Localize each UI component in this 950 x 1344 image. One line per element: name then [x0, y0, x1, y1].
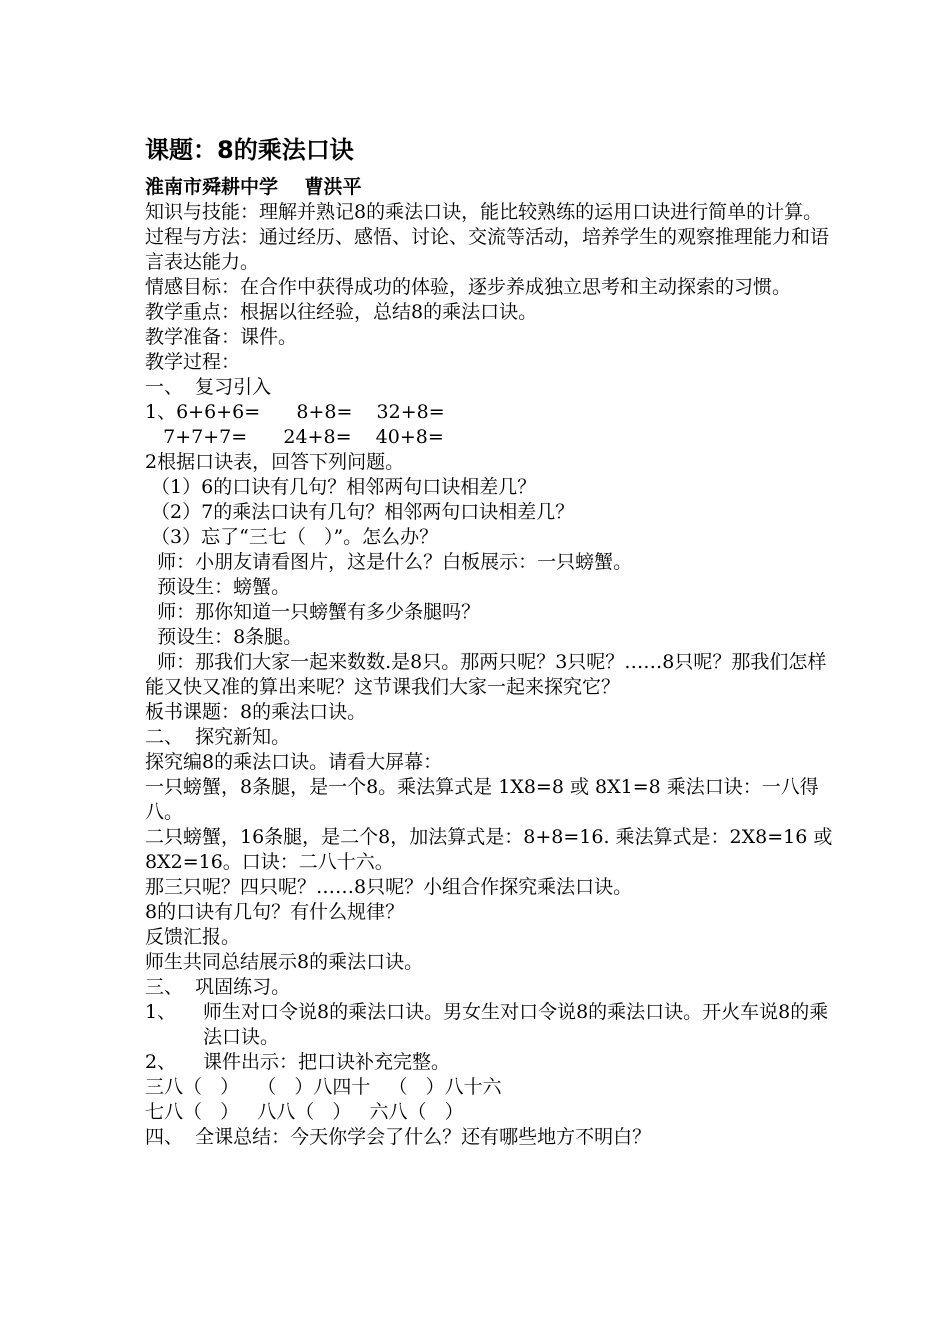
review-line: 师：小朋友请看图片，这是什么？白板展示：一只螃蟹。 — [145, 551, 633, 573]
teaching-process-label: 教学过程： — [145, 351, 241, 373]
objective-knowledge: 知识与技能：理解并熟记8的乘法口诀，能比较熟练的运用口诀进行简单的计算。 — [145, 201, 823, 223]
review-paragraph: 师：那我们大家一起来数数.是8只。那两只呢？3只呢？……8只呢？那我们怎样能又快又准的算出来呢？这节课我们大家一起来探究它？ — [145, 651, 827, 698]
board-title-line: 板书课题：8的乘法口诀。 — [145, 701, 367, 723]
practice-item-number: 2、 — [145, 1051, 177, 1073]
review-line: 预设生：8条腿。 — [145, 626, 303, 648]
fill-in-line: 三八（ ） （ ）八四十 （ ）八十六 — [145, 1076, 502, 1098]
section-practice-heading: 三、 巩固练习。 — [145, 976, 291, 998]
practice-item-text: 师生对口令说8的乘法口诀。男女生对口令说8的乘法口诀。开火车说8的乘法口诀。 — [203, 1001, 829, 1048]
explore-line: 探究编8的乘法口诀。请看大屏幕： — [145, 751, 443, 773]
review-line: （1）6的口诀有几句？相邻两句口诀相差几？ — [145, 476, 537, 498]
teaching-focus: 教学重点：根据以往经验，总结8的乘法口诀。 — [145, 301, 538, 323]
review-line: 1、6+6+6= 8+8= 32+8= — [145, 401, 445, 423]
section-review-heading: 一、 复习引入 — [145, 376, 272, 398]
lesson-plan-page — [145, 133, 835, 1150]
review-line: 7+7+7= 24+8= 40+8= — [145, 426, 444, 448]
explore-line: 二只螃蟹，16条腿，是二个8，加法算式是：8+8=16. 乘法算式是：2X8=16 或 8X2=16。口诀：二八十六。 — [145, 826, 833, 873]
objective-emotion: 情感目标：在合作中获得成功的体验，逐步养成独立思考和主动探索的习惯。 — [145, 276, 792, 298]
review-line: （2）7的乘法口诀有几句？相邻两句口诀相差几？ — [145, 501, 575, 523]
author-line: 淮南市舜耕中学 曹洪平 — [145, 176, 362, 198]
practice-item — [145, 1000, 835, 1050]
explore-line: 反馈汇报。 — [145, 926, 241, 948]
explore-line: 8的口诀有几句？有什么规律？ — [145, 901, 405, 923]
objective-process: 过程与方法：通过经历、感悟、讨论、交流等活动，培养学生的观察推理能力和语言表达能力。 — [145, 226, 830, 273]
practice-item — [145, 1050, 835, 1075]
explore-line: 那三只呢？四只呢？……8只呢？小组合作探究乘法口诀。 — [145, 876, 633, 898]
document-title: 课题：8的乘法口诀 — [145, 136, 354, 164]
section-summary-heading: 四、 全课总结：今天你学会了什么？还有哪些地方不明白？ — [145, 1126, 652, 1148]
explore-line: 师生共同总结展示8的乘法口诀。 — [145, 951, 424, 973]
explore-line: 一只螃蟹，8条腿，是一个8。乘法算式是 1X8=8 或 8X1=8 乘法口诀：一八得八。 — [145, 776, 819, 823]
review-line: （3）忘了“三七（ ）”。怎么办？ — [145, 526, 439, 548]
section-explore-heading: 二、 探究新知。 — [145, 726, 291, 748]
teaching-preparation: 教学准备：课件。 — [145, 326, 298, 348]
fill-in-line: 七八（ ） 八八（ ） 六八（ ） — [145, 1101, 464, 1123]
practice-item-number: 1、 — [145, 1001, 177, 1023]
review-line: 预设生：螃蟹。 — [145, 576, 291, 598]
review-line: 师：那你知道一只螃蟹有多少条腿吗？ — [145, 601, 481, 623]
practice-item-text: 课件出示：把口诀补充完整。 — [203, 1051, 451, 1073]
review-line: 2根据口诀表，回答下列问题。 — [145, 451, 405, 473]
